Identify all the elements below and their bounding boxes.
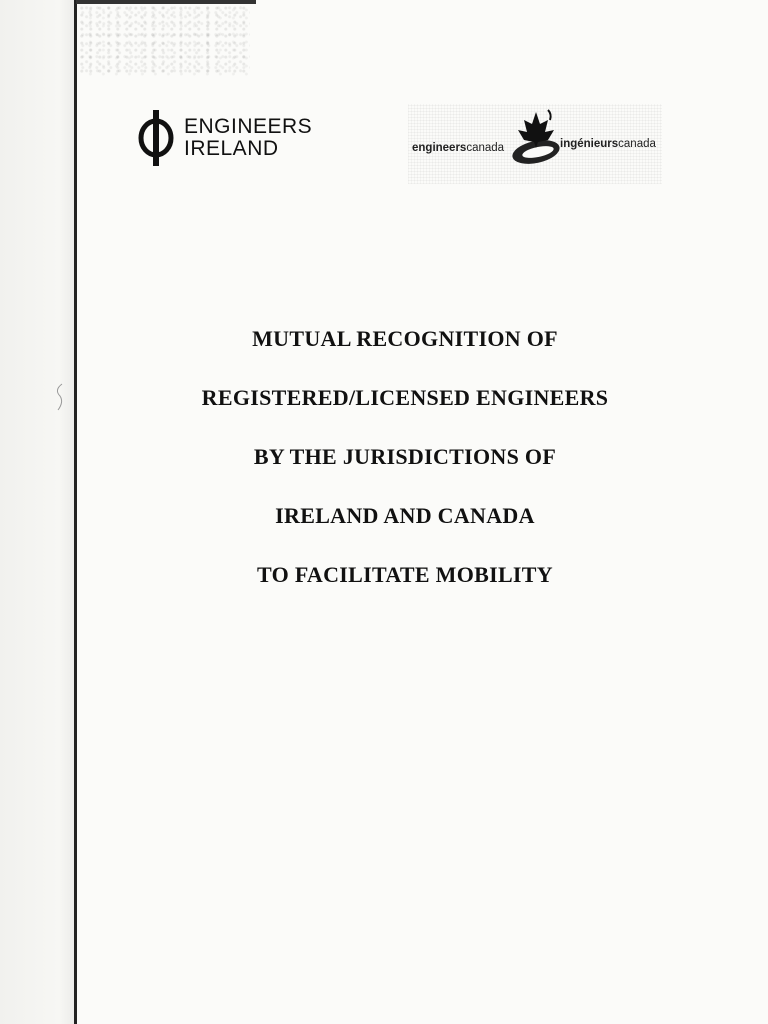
ec-fr-light: canada <box>618 138 656 150</box>
ec-en-bold: engineers <box>412 142 467 154</box>
engineers-canada-logo <box>408 104 662 184</box>
logo-ei-line1: ENGINEERS <box>184 115 313 138</box>
title-line-3: BY THE JURISDICTIONS OF <box>253 444 557 469</box>
engineers-ireland-logo <box>136 108 312 168</box>
binding-edge <box>74 0 77 1024</box>
scan-top-edge <box>76 0 256 4</box>
phi-icon <box>136 108 176 168</box>
scan-artifact-mark <box>52 382 66 412</box>
scan-speckle <box>80 6 250 76</box>
title-line-4: IRELAND AND CANADA <box>275 503 535 528</box>
maple-leaf-icon <box>508 108 564 174</box>
engineers-ireland-wordmark <box>184 116 312 160</box>
ec-wordmark-fr <box>560 138 656 150</box>
ec-fr-bold: ingénieurs <box>560 138 619 150</box>
title-line-1: MUTUAL RECOGNITION OF <box>252 326 558 351</box>
ec-wordmark-en <box>412 142 504 154</box>
title-line-5: TO FACILITATE MOBILITY <box>257 562 553 587</box>
title-line-2: REGISTERED/LICENSED ENGINEERS <box>201 385 609 410</box>
ec-en-light: canada <box>466 142 505 154</box>
document-title <box>100 316 710 611</box>
binding-shadow <box>0 0 74 1024</box>
logo-ei-line2: IRELAND <box>184 137 279 160</box>
